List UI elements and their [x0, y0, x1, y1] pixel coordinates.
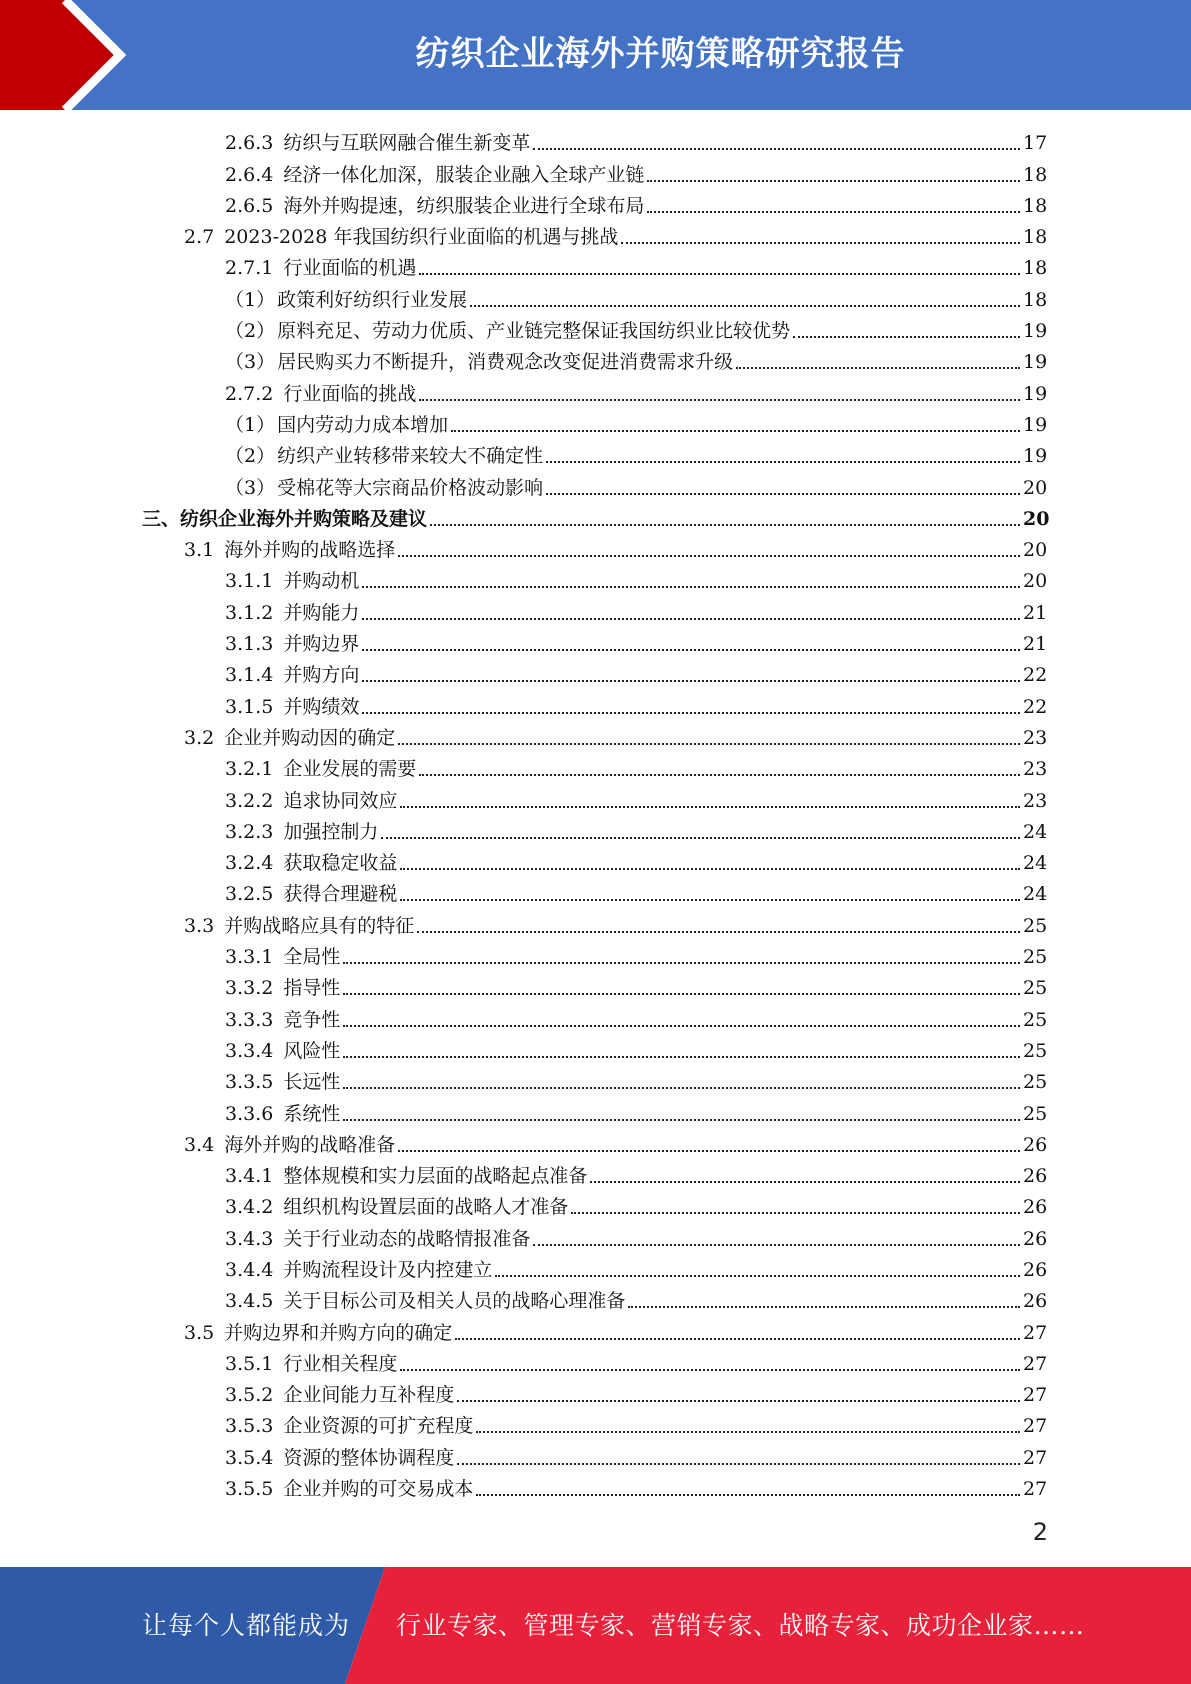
toc-dot-leader — [533, 148, 1020, 150]
toc-page-number: 27 — [1023, 1352, 1048, 1375]
toc-entry[interactable] — [0, 909, 1191, 940]
toc-page-number: 19 — [1023, 320, 1048, 343]
toc-entry[interactable] — [0, 503, 1191, 534]
toc-entry-title: 获取稳定收益 — [283, 852, 398, 875]
toc-entry-number: 3.1.1 — [225, 570, 274, 593]
toc-page-number: 25 — [1023, 1039, 1048, 1062]
toc-entry[interactable] — [0, 252, 1191, 283]
toc-dot-leader — [417, 931, 1020, 933]
toc-dot-leader — [400, 806, 1020, 808]
toc-dot-leader — [533, 1244, 1020, 1246]
toc-entry-number: 3.5 — [184, 1321, 215, 1344]
report-title: 纺织企业海外并购策略研究报告 — [415, 34, 906, 74]
toc-page-number: 26 — [1023, 1227, 1048, 1250]
toc-dot-leader — [546, 493, 1020, 495]
toc-dot-leader — [343, 962, 1020, 964]
toc-page-number: 19 — [1023, 445, 1048, 468]
toc-entry-number: 3.3.5 — [225, 1071, 274, 1094]
toc-dot-leader — [628, 1306, 1020, 1308]
toc-entry[interactable] — [0, 753, 1191, 784]
toc-page-number: 23 — [1023, 789, 1048, 812]
toc-entry-title: 追求协同效应 — [283, 789, 398, 812]
toc-entry[interactable] — [0, 816, 1191, 847]
toc-dot-leader — [400, 899, 1020, 901]
toc-page-number: 20 — [1023, 539, 1048, 562]
toc-entry[interactable] — [0, 784, 1191, 815]
toc-page-number: 24 — [1023, 883, 1048, 906]
toc-entry-number: 3.1 — [184, 539, 215, 562]
toc-entry-title: 并购流程设计及内控建立 — [283, 1258, 493, 1281]
toc-dot-leader — [419, 273, 1020, 275]
toc-page-number: 26 — [1023, 1258, 1048, 1281]
toc-dot-leader — [398, 555, 1020, 557]
toc-dot-leader — [362, 649, 1020, 651]
toc-dot-leader — [590, 1181, 1020, 1183]
toc-entry-title: 长远性 — [283, 1071, 341, 1094]
toc-page-number: 19 — [1023, 382, 1048, 405]
toc-entry-number: 2.7.2 — [225, 382, 274, 405]
toc-entry-title: 企业资源的可扩充程度 — [283, 1415, 474, 1438]
toc-dot-leader — [476, 1494, 1020, 1496]
toc-entry-number: 3.3.6 — [225, 1102, 274, 1125]
toc-entry-number: 2.7.1 — [225, 257, 274, 280]
toc-entry[interactable] — [0, 972, 1191, 1003]
toc-entry-number: （1） — [225, 288, 276, 311]
toc-dot-leader — [647, 211, 1020, 213]
toc-entry-title: 行业相关程度 — [283, 1352, 398, 1375]
toc-entry[interactable] — [0, 1160, 1191, 1191]
toc-entry-title: 并购战略应具有的特征 — [224, 914, 415, 937]
toc-entry-number: 2.6.3 — [225, 132, 274, 155]
toc-dot-leader — [571, 1212, 1020, 1214]
toc-entry[interactable] — [0, 440, 1191, 471]
toc-dot-leader — [362, 712, 1020, 714]
toc-dot-leader — [398, 743, 1020, 745]
toc-dot-leader — [455, 1338, 1020, 1340]
toc-dot-leader — [343, 993, 1020, 995]
toc-page-number: 20 — [1023, 570, 1048, 593]
toc-entry[interactable] — [0, 1441, 1191, 1472]
toc-page-number: 19 — [1023, 351, 1048, 374]
toc-entry-number: 3.2.2 — [225, 789, 274, 812]
toc-entry[interactable] — [0, 315, 1191, 346]
toc-entry-number: 3.3.1 — [225, 946, 274, 969]
toc-entry-number: （3） — [225, 351, 276, 374]
toc-page-number: 25 — [1023, 1071, 1048, 1094]
toc-entry[interactable] — [0, 1473, 1191, 1504]
toc-entry-number: 3.1.4 — [225, 664, 274, 687]
toc-entry-number: 3.2.1 — [225, 758, 274, 781]
toc-entry[interactable] — [0, 1285, 1191, 1316]
toc-page-number: 24 — [1023, 820, 1048, 843]
toc-page-number: 25 — [1023, 977, 1048, 1000]
toc-dot-leader — [343, 1119, 1020, 1121]
toc-entry-title: 行业面临的挑战 — [283, 382, 417, 405]
toc-entry-number: 3.4 — [184, 1133, 215, 1156]
toc-page-number: 22 — [1023, 664, 1048, 687]
toc-entry-title: 并购能力 — [283, 601, 360, 624]
toc-page-number: 21 — [1023, 601, 1048, 624]
toc-page-number: 25 — [1023, 1008, 1048, 1031]
toc-entry[interactable] — [0, 565, 1191, 596]
toc-entry-number: 3.2.4 — [225, 852, 274, 875]
toc-entry-title: 全局性 — [283, 946, 341, 969]
toc-dot-leader — [546, 461, 1020, 463]
toc-entry[interactable] — [0, 1191, 1191, 1222]
toc-entry-number: 3.2.5 — [225, 883, 274, 906]
toc-entry[interactable] — [0, 1097, 1191, 1128]
toc-entry-title: 企业发展的需要 — [283, 758, 417, 781]
toc-entry-title: 海外并购提速，纺织服装企业进行全球布局 — [283, 194, 645, 217]
toc-page-number: 27 — [1023, 1478, 1048, 1501]
toc-entry-title: 资源的整体协调程度 — [283, 1446, 455, 1469]
toc-dot-leader — [457, 1463, 1020, 1465]
toc-page-number: 27 — [1023, 1321, 1048, 1344]
toc-dot-leader — [343, 1087, 1020, 1089]
toc-entry-number: 3.3.3 — [225, 1008, 274, 1031]
toc-page-number: 25 — [1023, 1102, 1048, 1125]
toc-dot-leader — [736, 367, 1020, 369]
toc-entry-number: 3.4.4 — [225, 1258, 274, 1281]
toc-entry[interactable] — [0, 690, 1191, 721]
toc-entry-number: 3.1.5 — [225, 695, 274, 718]
page-header — [0, 0, 1191, 110]
toc-dot-leader — [647, 180, 1020, 182]
toc-page-number: 17 — [1023, 132, 1048, 155]
page-footer — [0, 1567, 1191, 1684]
toc-entry[interactable] — [0, 878, 1191, 909]
toc-dot-leader — [362, 586, 1020, 588]
toc-entry[interactable] — [0, 377, 1191, 408]
toc-entry-title: 加强控制力 — [283, 820, 379, 843]
toc-entry-title: 行业面临的机遇 — [283, 257, 417, 280]
toc-entry[interactable] — [0, 1379, 1191, 1410]
toc-page-number: 18 — [1023, 257, 1048, 280]
toc-entry-title: 居民购买力不断提升，消费观念改变促进消费需求升级 — [277, 351, 734, 374]
toc-entry-title: 企业并购动因的确定 — [224, 726, 396, 749]
toc-entry-title: 关于行业动态的战略情报准备 — [283, 1227, 531, 1250]
toc-entry-title: 原料充足、劳动力优质、产业链完整保证我国纺织业比较优势 — [277, 320, 791, 343]
toc-entry-number: 3.2.3 — [225, 820, 274, 843]
toc-entry-number: 3.2 — [184, 726, 215, 749]
toc-dot-leader — [362, 680, 1020, 682]
toc-page-number: 23 — [1023, 726, 1048, 749]
toc-entry-title: 2023-2028 年我国纺织行业面临的机遇与挑战 — [224, 226, 619, 249]
toc-entry-title: 国内劳动力成本增加 — [277, 413, 449, 436]
toc-entry-title: 并购动机 — [283, 570, 360, 593]
toc-entry[interactable] — [0, 1254, 1191, 1285]
toc-entry[interactable] — [0, 722, 1191, 753]
toc-entry-number: 3.1.2 — [225, 601, 274, 624]
toc-dot-leader — [793, 336, 1020, 338]
toc-entry-title: 三、纺织企业海外并购策略及建议 — [142, 507, 428, 530]
toc-dot-leader — [343, 1056, 1020, 1058]
toc-entry[interactable] — [0, 158, 1191, 189]
toc-dot-leader — [621, 242, 1020, 244]
toc-entry-number: 3.5.2 — [225, 1384, 274, 1407]
toc-dot-leader — [476, 1431, 1020, 1433]
toc-entry-number: （3） — [225, 476, 276, 499]
toc-entry[interactable] — [0, 1348, 1191, 1379]
toc-entry-title: 并购边界 — [283, 633, 360, 656]
chevron-arrow-decoration — [0, 0, 150, 110]
toc-page-number: 26 — [1023, 1290, 1048, 1313]
toc-entry-title: 获得合理避税 — [283, 883, 398, 906]
toc-entry-title: 企业间能力互补程度 — [283, 1384, 455, 1407]
toc-dot-leader — [400, 868, 1020, 870]
toc-entry[interactable] — [0, 346, 1191, 377]
toc-dot-leader — [419, 774, 1020, 776]
toc-page-number: 26 — [1023, 1196, 1048, 1219]
toc-entry[interactable] — [0, 628, 1191, 659]
toc-dot-leader — [419, 399, 1020, 401]
toc-page-number: 18 — [1023, 194, 1048, 217]
toc-entry[interactable] — [0, 1129, 1191, 1160]
toc-dot-leader — [457, 1400, 1020, 1402]
toc-entry[interactable] — [0, 659, 1191, 690]
toc-entry-title: 企业并购的可交易成本 — [283, 1478, 474, 1501]
toc-entry-number: 2.6.4 — [225, 163, 274, 186]
toc-entry[interactable] — [0, 847, 1191, 878]
toc-entry[interactable] — [0, 190, 1191, 221]
toc-entry-number: 3.5.5 — [225, 1478, 274, 1501]
toc-entry[interactable] — [0, 1003, 1191, 1034]
toc-entry-title: 组织机构设置层面的战略人才准备 — [283, 1196, 569, 1219]
toc-page-number: 27 — [1023, 1384, 1048, 1407]
toc-entry-title: 纺织产业转移带来较大不确定性 — [277, 445, 544, 468]
toc-page-number: 24 — [1023, 852, 1048, 875]
toc-entry-title: 并购绩效 — [283, 695, 360, 718]
toc-dot-leader — [451, 430, 1020, 432]
footer-slogan-right: 行业专家、管理专家、营销专家、战略专家、成功企业家…… — [396, 1611, 1085, 1640]
toc-entry-number: 3.3 — [184, 914, 215, 937]
toc-page-number: 18 — [1023, 163, 1048, 186]
toc-page-number: 21 — [1023, 633, 1048, 656]
toc-page-number: 27 — [1023, 1415, 1048, 1438]
toc-entry-number: 3.5.4 — [225, 1446, 274, 1469]
toc-entry-title: 纺织与互联网融合催生新变革 — [283, 132, 531, 155]
toc-entry[interactable] — [0, 471, 1191, 502]
toc-entry-number: 3.4.5 — [225, 1290, 274, 1313]
toc-entry[interactable] — [0, 1316, 1191, 1347]
toc-entry-number: 3.5.3 — [225, 1415, 274, 1438]
toc-entry-title: 受棉花等大宗商品价格波动影响 — [277, 476, 544, 499]
toc-entry-number: 3.4.1 — [225, 1165, 274, 1188]
toc-entry-title: 并购方向 — [283, 664, 360, 687]
toc-page-number: 20 — [1023, 476, 1048, 499]
toc-dot-leader — [343, 1025, 1020, 1027]
toc-entry-number: （2） — [225, 320, 276, 343]
toc-entry-number: 3.4.2 — [225, 1196, 274, 1219]
toc-page-number: 19 — [1023, 413, 1048, 436]
toc-dot-leader — [400, 1369, 1020, 1371]
toc-page-number: 18 — [1023, 288, 1048, 311]
toc-entry-title: 政策利好纺织行业发展 — [277, 288, 468, 311]
toc-page-number: 25 — [1023, 914, 1048, 937]
toc-entry-title: 竞争性 — [283, 1008, 341, 1031]
toc-entry[interactable] — [0, 596, 1191, 627]
toc-entry-number: 3.5.1 — [225, 1352, 274, 1375]
toc-dot-leader — [470, 305, 1020, 307]
toc-page-number: 18 — [1023, 226, 1048, 249]
toc-entry-title: 指导性 — [283, 977, 341, 1000]
toc-page-number: 26 — [1023, 1133, 1048, 1156]
toc-page-number: 23 — [1023, 758, 1048, 781]
toc-entry-number: 2.7 — [184, 226, 215, 249]
footer-slogan-left: 让每个人都能成为 — [142, 1611, 351, 1640]
toc-dot-leader — [398, 1150, 1020, 1152]
toc-entry-number: 3.4.3 — [225, 1227, 274, 1250]
toc-dot-leader — [495, 1275, 1020, 1277]
toc-entry[interactable] — [0, 1066, 1191, 1097]
toc-entry[interactable] — [0, 941, 1191, 972]
toc-entry-title: 海外并购的战略准备 — [224, 1133, 396, 1156]
toc-dot-leader — [362, 618, 1020, 620]
toc-entry-title: 风险性 — [283, 1039, 341, 1062]
toc-entry[interactable] — [0, 127, 1191, 158]
toc-entry-title: 关于目标公司及相关人员的战略心理准备 — [283, 1290, 626, 1313]
toc-entry[interactable] — [0, 409, 1191, 440]
toc-entry[interactable] — [0, 1410, 1191, 1441]
toc-entry-number: （2） — [225, 445, 276, 468]
toc-entry-number: （1） — [225, 413, 276, 436]
toc-entry[interactable] — [0, 534, 1191, 565]
toc-entry-number: 3.3.2 — [225, 977, 274, 1000]
toc-page-number: 22 — [1023, 695, 1048, 718]
toc-entry-number: 3.3.4 — [225, 1039, 274, 1062]
toc-entry[interactable] — [0, 283, 1191, 314]
toc-entry[interactable] — [0, 1035, 1191, 1066]
toc-dot-leader — [381, 837, 1020, 839]
toc-entry-title: 经济一体化加深，服装企业融入全球产业链 — [283, 163, 645, 186]
toc-entry-title: 并购边界和并购方向的确定 — [224, 1321, 453, 1344]
toc-dot-leader — [430, 524, 1020, 526]
page-number: 2 — [1032, 1518, 1048, 1546]
toc-entry-number: 3.1.3 — [225, 633, 274, 656]
toc-page-number: 27 — [1023, 1446, 1048, 1469]
toc-page-number: 20 — [1023, 507, 1050, 530]
toc-entry-number: 2.6.5 — [225, 194, 274, 217]
toc-page-number: 26 — [1023, 1165, 1048, 1188]
toc-entry-title: 系统性 — [283, 1102, 341, 1125]
toc-entry-title: 海外并购的战略选择 — [224, 539, 396, 562]
toc-entry[interactable] — [0, 221, 1191, 252]
table-of-contents — [0, 127, 1191, 1504]
toc-page-number: 25 — [1023, 946, 1048, 969]
toc-entry[interactable] — [0, 1222, 1191, 1253]
toc-entry-title: 整体规模和实力层面的战略起点准备 — [283, 1165, 588, 1188]
